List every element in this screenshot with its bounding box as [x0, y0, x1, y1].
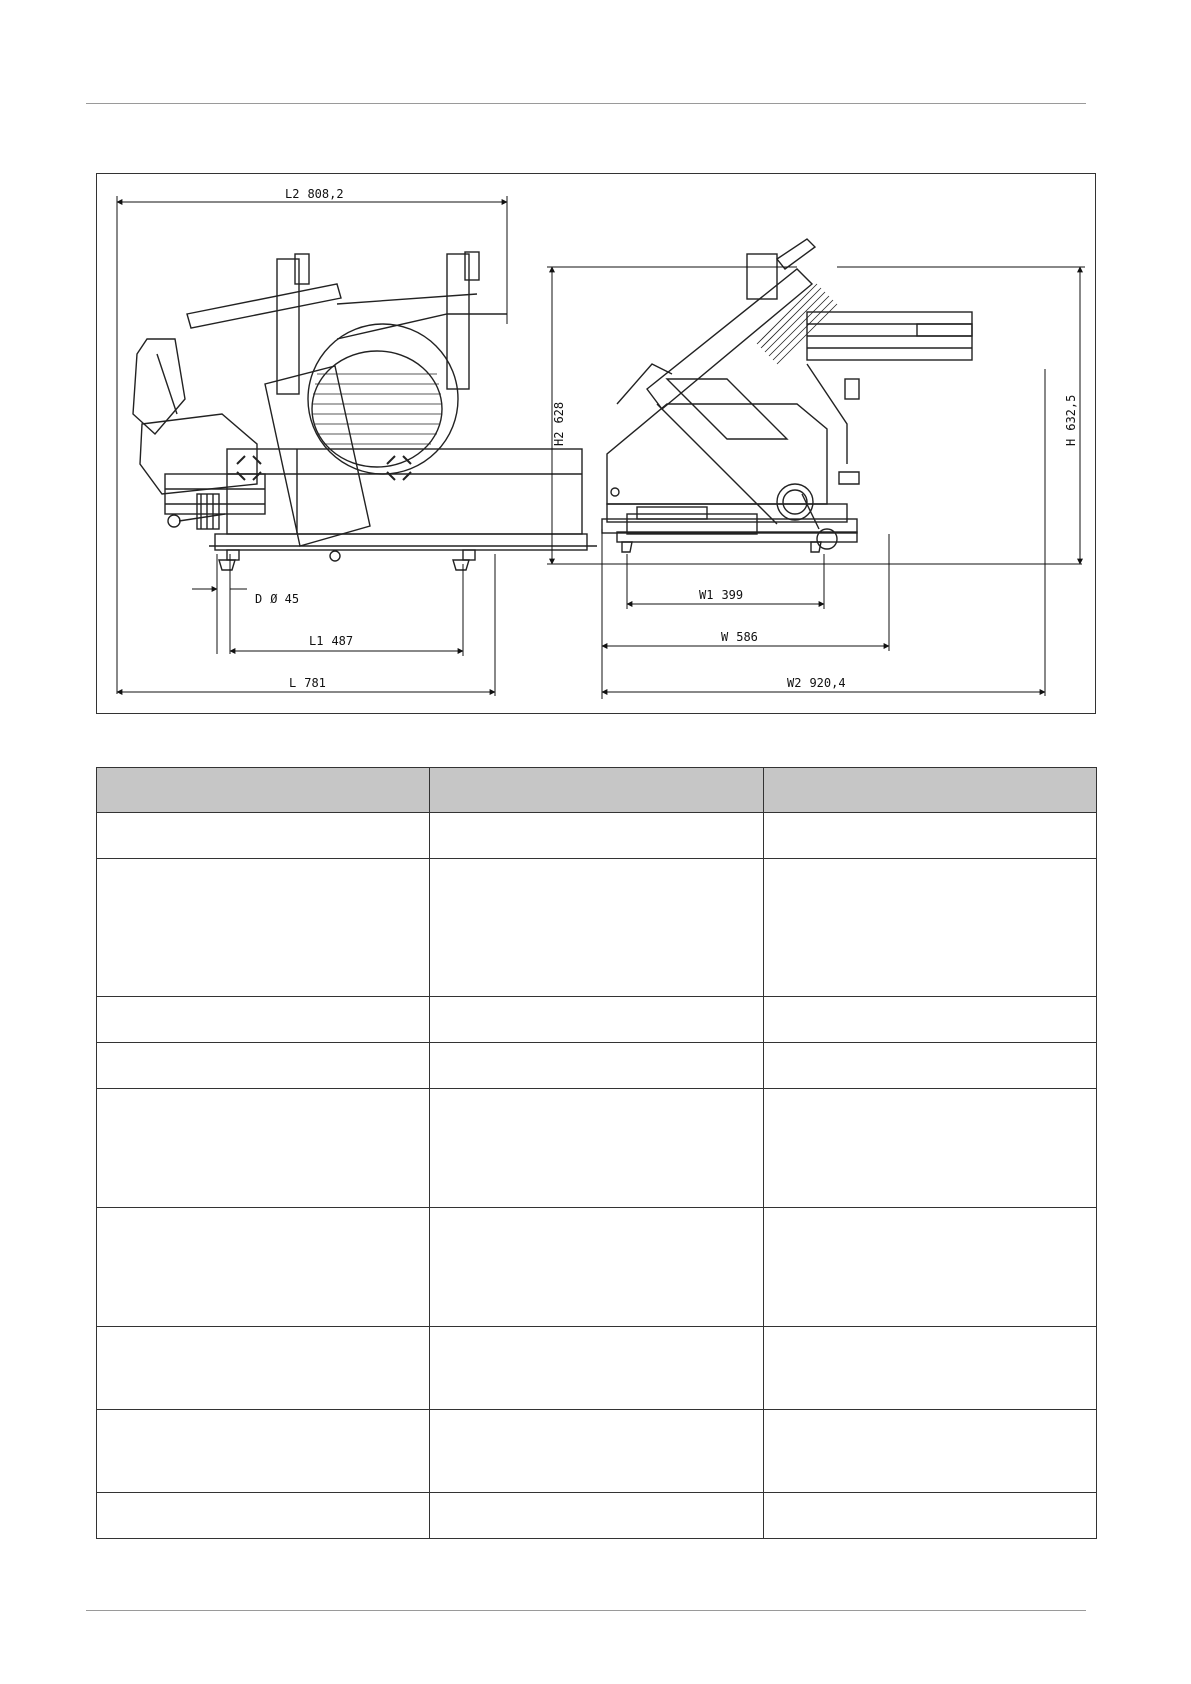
- table-row: [97, 1089, 1097, 1208]
- table-cell: [97, 1089, 430, 1208]
- dim-H-label: H632,5: [1064, 394, 1078, 446]
- left-dimensions: [117, 196, 507, 696]
- table-cell: [97, 997, 430, 1043]
- left-dimension-labels: [255, 187, 353, 690]
- table-row: [97, 813, 1097, 859]
- table-header-cell: [763, 768, 1096, 813]
- table-cell: [97, 1327, 430, 1410]
- table-cell: [430, 1043, 763, 1089]
- dim-L-label: L 781: [289, 676, 326, 690]
- table-cell: [430, 813, 763, 859]
- dim-H2-label: H2628: [552, 401, 566, 446]
- dim-W1-label: W1 399: [699, 588, 744, 602]
- table-cell: [763, 813, 1096, 859]
- header-rule: [86, 103, 1086, 104]
- dim-L1-label: L1 487: [309, 634, 354, 648]
- dim-W2-label: W2 920,4: [787, 676, 846, 690]
- table-cell: [430, 1327, 763, 1410]
- table-header-cell: [430, 768, 763, 813]
- table-cell: [430, 1410, 763, 1493]
- table-cell: [97, 1208, 430, 1327]
- table-row: [97, 859, 1097, 997]
- table-cell: [763, 997, 1096, 1043]
- table-cell: [763, 1089, 1096, 1208]
- left-view-machine: [133, 252, 597, 570]
- table-header-row: [97, 768, 1097, 813]
- table-cell: [763, 1410, 1096, 1493]
- table-cell: [97, 1410, 430, 1493]
- table-cell: [763, 1043, 1096, 1089]
- table-cell: [430, 997, 763, 1043]
- dim-W-label: W 586: [721, 630, 758, 644]
- table-row: [97, 1208, 1097, 1327]
- table-cell: [97, 1493, 430, 1539]
- table-row: [97, 997, 1097, 1043]
- table-cell: [430, 1089, 763, 1208]
- table-row: [97, 1327, 1097, 1410]
- right-view-machine: [602, 239, 972, 552]
- table-cell: [763, 1208, 1096, 1327]
- table-row: [97, 1043, 1097, 1089]
- dim-L2-label: L2 808,2: [285, 187, 344, 201]
- table-row: [97, 1493, 1097, 1539]
- table-cell: [763, 1493, 1096, 1539]
- table-cell: [763, 1327, 1096, 1410]
- table-cell: [97, 813, 430, 859]
- right-dimensions: [547, 267, 1085, 699]
- table-cell: [97, 859, 430, 997]
- slicer-drawing: [97, 174, 1097, 715]
- footer-rule: [86, 1610, 1086, 1611]
- specification-table: [96, 767, 1097, 1539]
- table-cell: [97, 1043, 430, 1089]
- technical-drawing-frame: [96, 173, 1096, 714]
- table-cell: [430, 1208, 763, 1327]
- table-cell: [763, 859, 1096, 997]
- table-header-cell: [97, 768, 430, 813]
- table-row: [97, 1410, 1097, 1493]
- table-cell: [430, 1493, 763, 1539]
- dim-D-label: D Ø 45: [255, 592, 300, 606]
- table-cell: [430, 859, 763, 997]
